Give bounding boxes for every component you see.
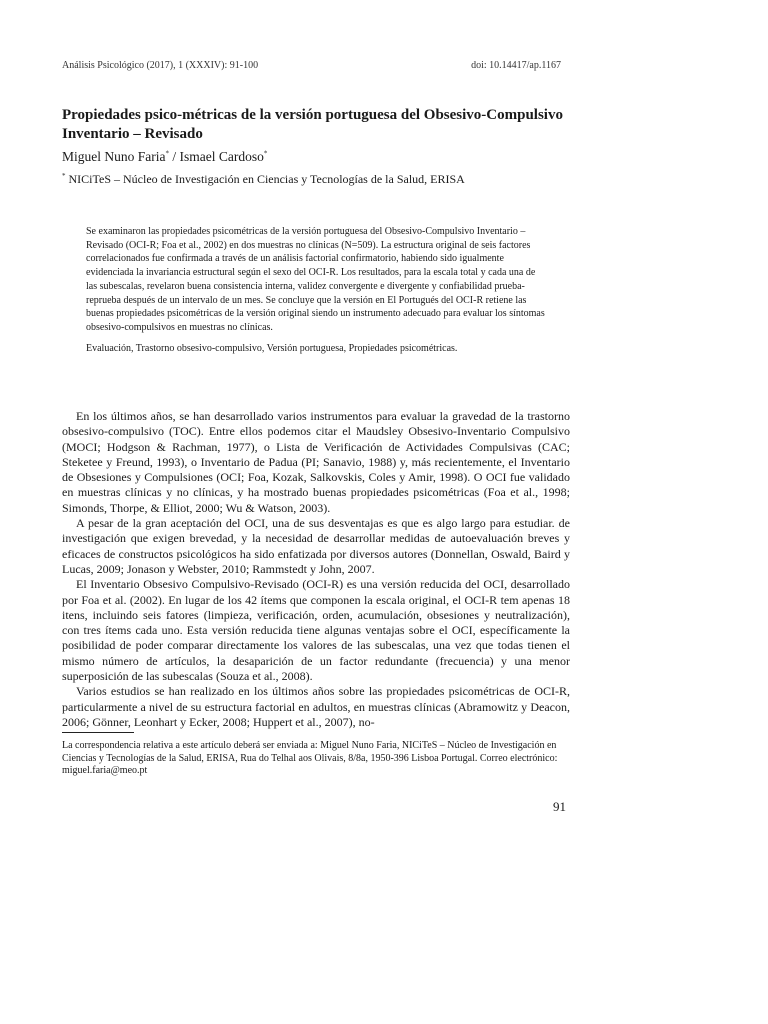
author-mark: * (165, 149, 169, 158)
body-paragraph-4: Varios estudios se han realizado en los últimos años sobre las propiedades psicométricas de OCI-R, particularmente a nivel de su estructura factorial en adultos, en muestras clínicas (Abramowitz y Deacon, 2006; Gönner, Leonhart y Ecker, 2008; Huppert et al., 2007), no- (62, 684, 570, 729)
body-text (62, 409, 570, 730)
article-title: Propiedades psico-métricas de la versión portuguesa del Obsesivo-Compulsivo Inventario – Revisado (62, 107, 563, 142)
author-second: / Ismael Cardoso (169, 149, 264, 164)
affiliation-mark: * (62, 172, 66, 180)
body-paragraph-1: En los últimos años, se han desarrollado varios instrumentos para evaluar la gravedad de la trastorno obsesivo-compulsivo (TOC). Entre ellos podemos citar el Maudsley Obsesivo-Inventario Compulsivo (MOCI; Hodgson & Rachman, 1977), o Lista de Verificación de Actividades Compulsivas (CAC; Steketee y Freund, 1993), o Inventario de Padua (PI; Sanavio, 1988) y, más recientemente, el Inventario de Obsesiones y Compulsiones (OCI; Foa, Kozak, Salkovskis, Coles y Amir, 1998). O OCI fue validado en muestras clínicas y no clínicas, y ha mostrado buenas propiedades psicométricas (Foa et al., 1998; Simonds, Thorpe, & Elliot, 2000; Wu & Watson, 2003). (62, 409, 570, 515)
page-number: 91 (553, 799, 566, 814)
author-name: Miguel Nuno Faria (62, 149, 166, 164)
journal-header: Análisis Psicológico (2017), 1 (XXXIV): 91-100 (62, 60, 259, 71)
footnote-divider (62, 732, 134, 733)
affiliation-text: NICiTeS – Núcleo de Investigación en Ciencias y Tecnologías de la Salud, ERISA (65, 172, 465, 186)
correspondence-footnote: La correspondencia relativa a este artículo deberá ser enviada a: Miguel Nuno Faria, NICiTeS – Núcleo de Investigación en Ciencias y Tecnologías de la Salud, ERISA, Rua do Telhal aos Olivais, 8/8a, 1950-396 Lisboa Portugal. Correo electrónico: miguel.faria@meo.pt (62, 740, 558, 776)
abstract-text: Se examinaron las propiedades psicométricas de la versión portuguesa del Obsesivo-Compulsivo Inventario – Revisado (OCI-R; Foa et al., 2002) en dos muestras no clínicas (N=509). La estructura original de seis factores correlacionados fue confirmada a través de un análisis factorial confirmatorio, habiendo sido igualmente evidenciada la invariancia estructural según el sexo del OCI-R. Los resultados, para la escala total y cada una de las subescalas, revelaron buena consistencia interna, validez convergente e divergente y confiabilidad prueba-reprueba después de un intervalo de un mes. Se concluye que la versión en El Portugués del OCI-R retiene las buenas propiedades psicométricas de la versión original siendo un instrumento adecuado para evaluar los síntomas obsesivo-compulsivos en muestras no clínicas. (86, 226, 545, 333)
body-paragraph-3: El Inventario Obsesivo Compulsivo-Revisado (OCI-R) es una versión reducida del OCI, desarrollado por Foa et al. (2002). En lugar de los 42 ítems que componen la escala original, el OCI-R tem apenas 18 itens, incluindo seis fatores (limpieza, verificación, orden, acumulación, obsesiones y neutralización), con tres ítems cada uno. Esta versión reducida tiene algunas ventajas sobre el OCI, específicamente la posibilidad de poder comparar directamente los valores de las subescalas, una vez que todas tienen el mismo número de artículos, la desaparición de un factor redundante (frecuencia) y una menor superposición de las subescalas (Souza et al., 2008). (62, 577, 570, 684)
body-paragraph-2: A pesar de la gran aceptación del OCI, una de sus desventajas es que es algo largo para estudiar. de investigación que exigen brevedad, y la necesidad de desarrollar medidas de autoevaluación breves y eficaces de constructos psicológicos ha sido enfatizada por diversos autores (Donnellan, Oswald, Baird y Lucas, 2009; Jonason y Webster, 2010; Rammstedt y John, 2007. (62, 516, 570, 576)
author-line (62, 149, 267, 165)
author-mark-second: * (263, 149, 268, 158)
affiliation (62, 172, 465, 187)
keywords: Evaluación, Trastorno obsesivo-compulsivo, Versión portuguesa, Propiedades psicométricas. (86, 343, 458, 354)
doi-header: doi: 10.14417/ap.1167 (471, 60, 561, 71)
